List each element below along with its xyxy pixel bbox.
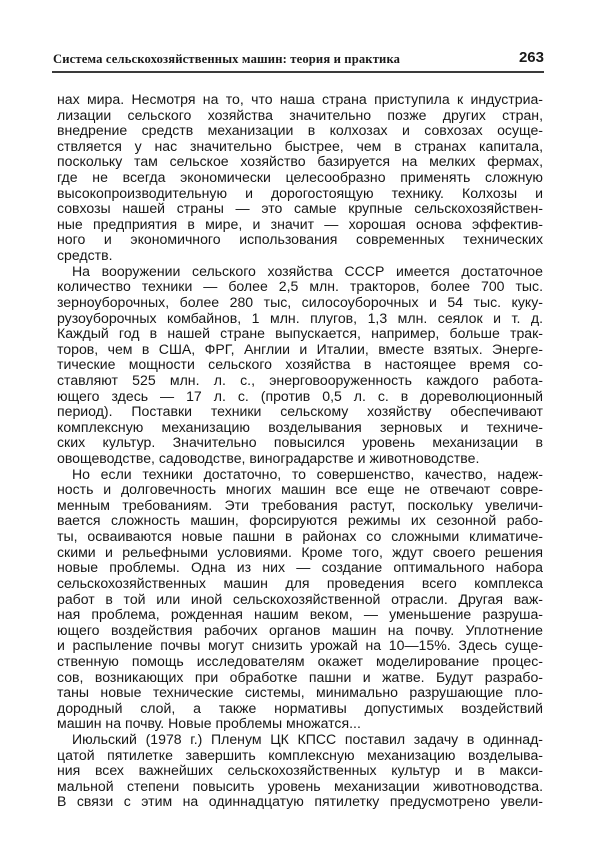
text-line: сов, возникающих при обработке пашни и жатве. Будут разрабо- <box>57 668 543 685</box>
text-line: лизации сельского хозяйства значительно позже других стран, <box>57 106 543 123</box>
text-line: средств. <box>57 247 113 264</box>
text-line: поскольку там сельское хозяйство базируется на мелких фермах, <box>57 153 543 170</box>
text-line: ских культур. Значительно повысился уровень механизации в <box>57 434 543 451</box>
page-header <box>52 50 544 72</box>
text-line: вается сложность машин, форсируются режимы их сезонной рабо- <box>57 512 543 529</box>
paragraph-start-line: Но если техники достаточно, то совершенство, качество, надеж- <box>72 465 543 482</box>
text-line: машин на почву. Новые проблемы множатся... <box>57 715 361 732</box>
text-line: сельскохозяйственных машин для проведения всего комплекса <box>57 574 543 591</box>
text-line: цатой пятилетке завершить комплексную механизацию возделыва- <box>57 746 543 763</box>
text-line: нах мира. Несмотря на то, что наша страна приступила к индустриа- <box>57 91 543 107</box>
text-line: новые проблемы. Одна из них — создание оптимального набора <box>57 559 543 576</box>
text-line: В связи с этим на одиннадцатую пятилетку предусмотрено увели- <box>57 793 543 810</box>
page-number: 263 <box>518 49 544 66</box>
text-line: зерноуборочных, более 280 тыс, силосоуборочных и 54 тыс. куку- <box>57 293 543 310</box>
text-line: таны новые технические системы, минимально разрушающие пло- <box>57 684 543 701</box>
running-title: Система сельскохозяйственных машин: теория и практика <box>53 52 401 66</box>
text-line: совхозы нашей страны — это самые крупные сельскохозяйствен- <box>57 200 543 217</box>
text-line: дородный слой, а также нормативы допустимых воздействий <box>57 699 543 716</box>
text-line: ственную помощь исследователям окажет моделирование процес- <box>57 652 543 669</box>
text-line: мальной степени повысить уровень механизации животноводства. <box>57 777 543 794</box>
text-line: высокопроизводительную и дорогостоящую технику. Колхозы и <box>57 184 543 201</box>
text-line: где не всегда экономически целесообразно применять сложную <box>57 169 543 186</box>
text-line: ставляют 525 млн. л. с., энерговооруженность каждого работа- <box>57 371 543 388</box>
text-line: ющего воздействия рабочих органов машин на почву. Уплотнение <box>57 621 543 638</box>
text-line: ного и экономичного использования современных технических <box>57 231 543 248</box>
text-line: ность и долговечность многих машин все еще не отвечают совре- <box>57 481 543 498</box>
text-line: менным требованиям. Эти требования растут, поскольку увеличи- <box>57 496 543 513</box>
text-line: ющего здесь — 17 л. с. (против 0,5 л. с. в дореволюционный <box>57 387 543 404</box>
text-line: ные предприятия в мире, и значит — хорошая основа эффектив- <box>57 215 543 232</box>
paragraph-start-line: Июльский (1978 г.) Пленум ЦК КПСС поставил задачу в одиннад- <box>72 730 543 747</box>
text-line: овощеводстве, садоводстве, виноградарстве и животноводстве. <box>57 450 480 467</box>
text-line: внедрение средств механизации в колхозах и совхозах осуще- <box>57 122 543 139</box>
text-line: рузоуборочных комбайнов, 1 млн. плугов, 1,3 млн. сеялок и т. д. <box>57 309 543 326</box>
text-line: ная проблема, рожденная нашим веком, — уменьшение разруша- <box>57 606 543 623</box>
text-line: и распыление почвы могут снизить урожай на 10—15%. Здесь суще- <box>57 637 543 654</box>
text-line: ния всех важнейших сельскохозяйственных культур и в макси- <box>57 762 543 779</box>
text-line: количество техники — более 2,5 млн. тракторов, более 700 тыс. <box>57 278 543 295</box>
text-line: комплексную механизацию возделывания зерновых и техниче- <box>57 418 543 435</box>
text-line: ты, осваиваются новые пашни в районах со сложными климатиче- <box>57 528 543 545</box>
text-line: ствляется у нас значительно быстрее, чем в странах капитала, <box>57 137 543 154</box>
header-rule <box>52 71 544 73</box>
paragraph-start-line: На вооружении сельского хозяйства СССР имеется достаточное <box>72 262 543 279</box>
text-line: скими и рельефными условиями. Кроме того, ждут своего решения <box>57 543 543 560</box>
text-line: период). Поставки техники сельскому хозяйству обеспечивают <box>57 403 543 420</box>
text-line: Каждый год в нашей стране выпускается, например, больше трак- <box>57 325 543 342</box>
text-line: торов, чем в США, ФРГ, Англии и Италии, вместе взятых. Энерге- <box>57 340 543 357</box>
text-line: работ в той или иной сельскохозяйственной отрасли. Другая важ- <box>57 590 543 607</box>
body-text <box>57 92 543 810</box>
text-line: тические мощности сельского хозяйства в настоящее время со- <box>57 356 543 373</box>
